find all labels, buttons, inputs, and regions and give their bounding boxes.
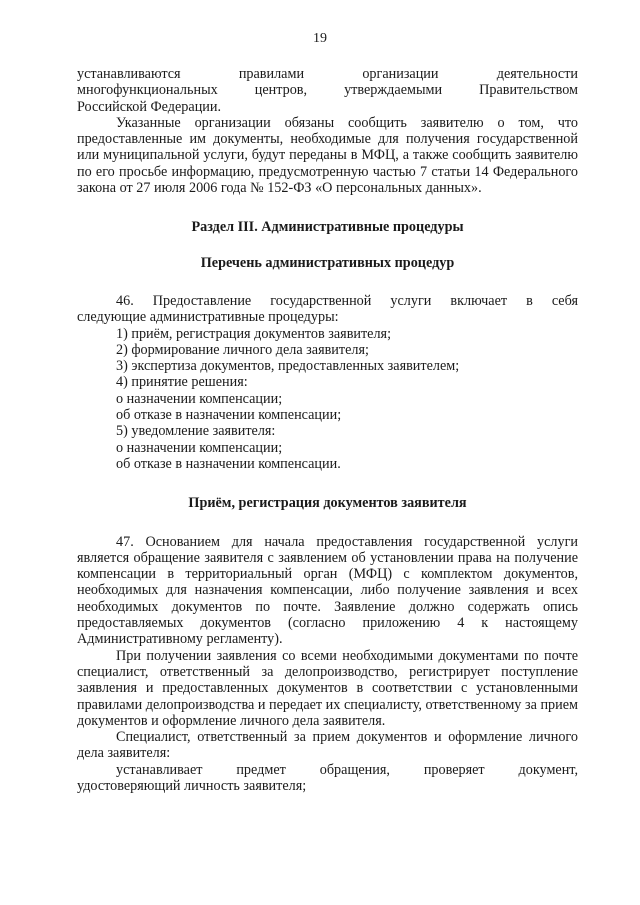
list-item: 4) принятие решения:: [116, 374, 248, 391]
paragraph-line: 46. Предоставление государственной услуги включает в себя: [116, 292, 578, 309]
list-item: об отказе в назначении компенсации.: [116, 455, 341, 472]
paragraph-line: следующие административные процедуры:: [77, 309, 339, 326]
list-item: 1) приём, регистрация документов заявителя;: [116, 325, 392, 342]
section-heading: Раздел III. Административные процедуры: [191, 219, 464, 236]
page-number: 19: [313, 31, 327, 46]
list-item: об отказе в назначении компенсации;: [116, 407, 342, 424]
procedure-list: [77, 326, 578, 473]
page-content: [77, 66, 578, 794]
subsection-heading: Приём, регистрация документов заявителя: [188, 495, 467, 512]
paragraph-line: устанавливает предмет обращения, проверяет документ,: [116, 761, 578, 778]
paragraph: При получении заявления со всеми необходимыми документами по почте специалист, ответственный за делопроизводство, регистрирует поступление заявления и предоставленных документов в соответствии с установленными правилами делопроизводства и передает их специалисту, ответственному за прием документов и оформление личного дела заявителя.: [77, 647, 578, 729]
paragraph: Специалист, ответственный за прием документов и оформление личного дела заявителя:: [77, 729, 578, 762]
list-item: 3) экспертиза документов, предоставленных заявителем;: [116, 358, 460, 375]
paragraph-line: удостоверяющий личность заявителя;: [77, 777, 307, 794]
subsection-heading: Перечень административных процедур: [200, 254, 455, 271]
list-item: о назначении компенсации;: [116, 439, 283, 456]
paragraph-line: устанавливаются правилами организации деятельности: [77, 66, 578, 82]
paragraph: 47. Основанием для начала предоставления государственной услуги является обращение заявителя с заявлением об установлении права на получение компенсации в территориальный орган (МФЦ) с комплектом документов, необходимых для назначения компенсации, либо получение заявления и всех необходимых документов по почте. Заявление должно содержать опись предоставляемых документов (согласно приложению 4 к настоящему Административному регламенту).: [77, 533, 578, 648]
list-item: о назначении компенсации;: [116, 390, 283, 407]
list-item: 5) уведомление заявителя:: [116, 423, 276, 440]
paragraph-line: Российской Федерации.: [77, 98, 222, 115]
list-item: 2) формирование личного дела заявителя;: [116, 341, 369, 358]
paragraph: Указанные организации обязаны сообщить заявителю о том, что предоставленные им документы, необходимые для получения государственной или муниципальной услуги, будут переданы в МФЦ, а также сообщить заявителю по его просьбе информацию, предусмотренную частью 7 статьи 14 Федерального закона от 27 июля 2006 года № 152-ФЗ «О персональных данных».: [77, 114, 578, 197]
paragraph-line: многофункциональных центров, утверждаемыми Правительством: [77, 82, 578, 99]
